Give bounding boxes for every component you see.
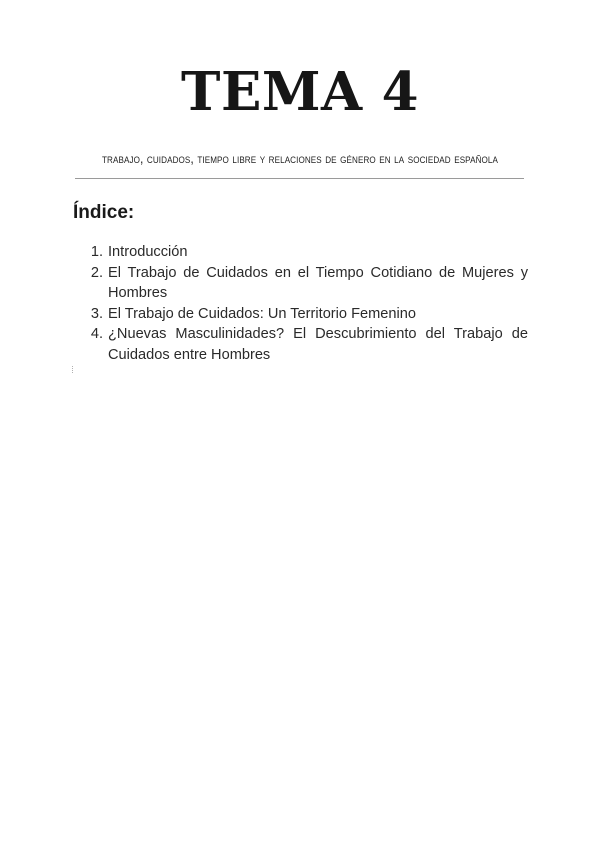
index-item-number: 3. — [90, 305, 103, 322]
index-item-number: 2. — [90, 264, 103, 281]
index-item-4 — [73, 324, 528, 365]
index-item-number: 1. — [90, 244, 103, 260]
index-list — [73, 242, 528, 365]
page-subtitle: trabajo, cuidados, tiempo libre y relaciones de género en la sociedad española — [102, 151, 498, 166]
stray-mark — [72, 366, 74, 373]
index-item-number: 4. — [90, 326, 103, 342]
index-item-3 — [73, 304, 528, 325]
index-item-text: Introducción — [108, 244, 188, 260]
page-title: TEMA 4 — [181, 61, 419, 123]
index-heading: Índice: — [73, 202, 135, 223]
index-item-text: ¿Nuevas Masculinidades? El Descubrimiento del Trabajo de Cuidados entre Hombres — [108, 326, 528, 363]
index-item-2 — [73, 263, 528, 304]
index-item-text: El Trabajo de Cuidados en el Tiempo Cotidiano de Mujeres y Hombres — [108, 264, 528, 301]
index-item-1 — [73, 242, 528, 263]
title-divider — [75, 178, 524, 179]
index-item-text: El Trabajo de Cuidados: Un Territorio Femenino — [108, 305, 416, 322]
